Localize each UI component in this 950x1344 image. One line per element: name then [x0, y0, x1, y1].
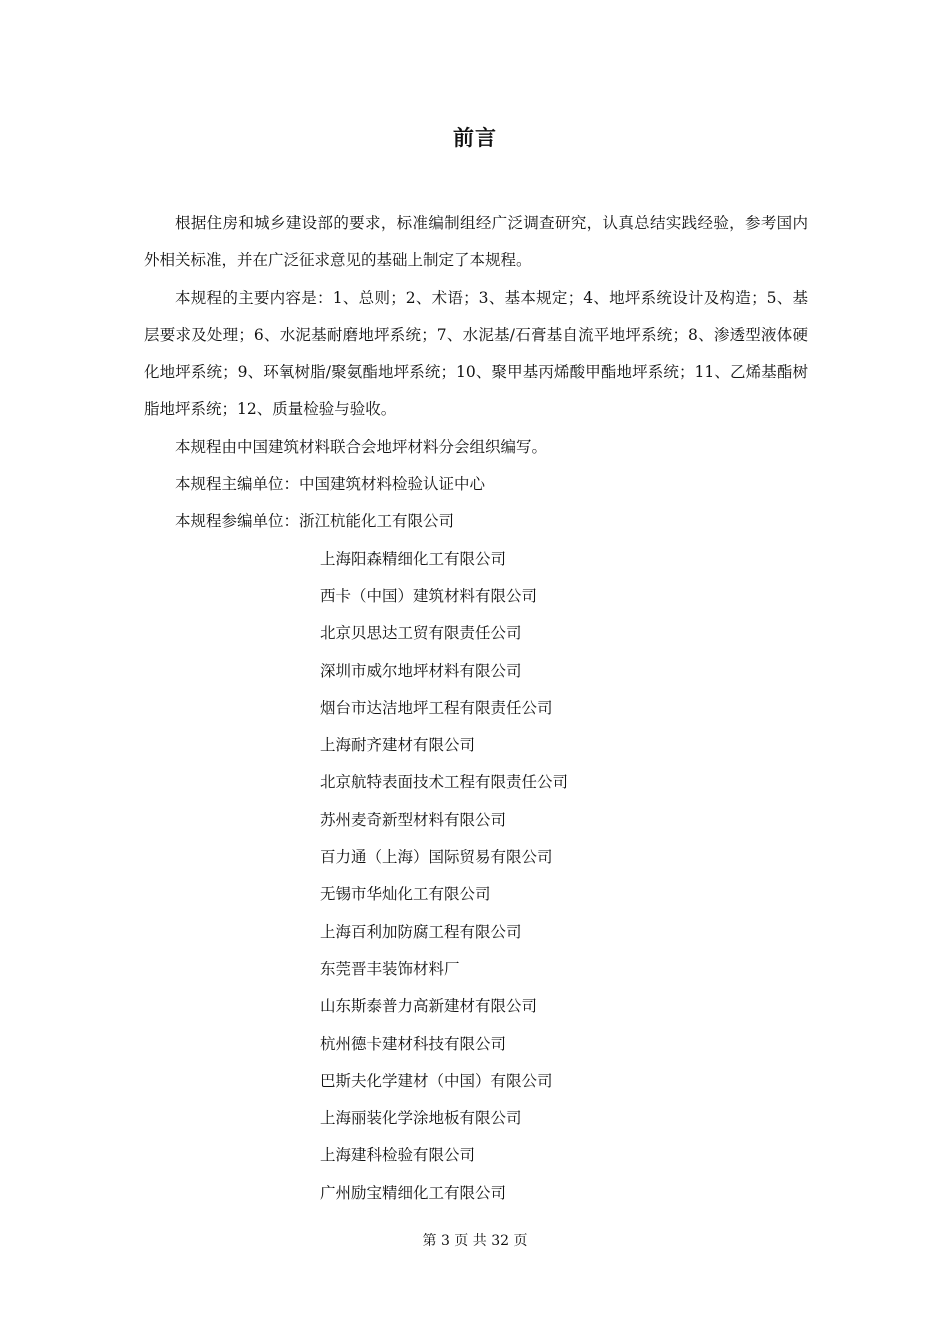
participating-unit-item: 上海丽装化学涂地板有限公司	[320, 1109, 522, 1128]
chief-unit-line	[144, 466, 808, 503]
participating-unit-item: 上海建科检验有限公司	[320, 1146, 476, 1165]
participating-units-list	[144, 541, 808, 1212]
participating-unit-item: 东莞晋丰装饰材料厂	[320, 959, 460, 978]
organizer-paragraph: 本规程由中国建筑材料联合会地坪材料分会组织编写。	[175, 437, 548, 456]
chief-unit-name: 中国建筑材料检验认证中心	[299, 475, 486, 494]
participating-unit-item: 杭州德卡建材科技有限公司	[320, 1034, 507, 1053]
participating-unit-item: 广州励宝精细化工有限公司	[320, 1183, 507, 1202]
participating-unit-item: 北京贝思达工贸有限责任公司	[320, 624, 522, 643]
intro-paragraph: 根据住房和城乡建设部的要求，标准编制组经广泛调查研究，认真总结实践经验，参考国内外相关标准，并在广泛征求意见的基础上制定了本规程。	[144, 214, 808, 270]
document-body	[144, 205, 808, 1212]
participating-unit-item: 西卡（中国）建筑材料有限公司	[320, 586, 538, 605]
participating-unit-item: 山东斯泰普力高新建材有限公司	[320, 997, 538, 1016]
participating-unit-item: 百力通（上海）国际贸易有限公司	[320, 848, 553, 867]
participating-unit-item: 上海耐齐建材有限公司	[320, 736, 476, 755]
participating-unit-item: 烟台市达洁地坪工程有限责任公司	[320, 698, 553, 717]
chief-unit-label: 本规程主编单位：	[175, 475, 300, 494]
participating-unit-item: 深圳市威尔地坪材料有限公司	[320, 661, 522, 680]
page-footer: 第 3 页 共 32 页	[422, 1233, 528, 1249]
participating-unit-first: 浙江杭能化工有限公司	[299, 512, 455, 531]
participating-unit-item: 上海百利加防腐工程有限公司	[320, 922, 522, 941]
participating-unit-item: 巴斯夫化学建材（中国）有限公司	[320, 1071, 553, 1090]
participating-unit-line	[144, 503, 808, 540]
contents-paragraph: 本规程的主要内容是：1、总则；2、术语；3、基本规定；4、地坪系统设计及构造；5、基层要求及处理；6、水泥基耐磨地坪系统；7、水泥基/石膏基自流平地坪系统；8、渗透型液体硬化地坪系统；9、环氧树脂/聚氨酯地坪系统；10、聚甲基丙烯酸甲酯地坪系统；11、乙烯基酯树脂地坪系统；12、质量检验与验收。	[144, 288, 808, 419]
participating-unit-label: 本规程参编单位：	[175, 512, 300, 531]
page-title: 前言	[453, 126, 497, 150]
participating-unit-item: 苏州麦奇新型材料有限公司	[320, 810, 507, 829]
participating-unit-item: 北京航特表面技术工程有限责任公司	[320, 773, 569, 792]
participating-unit-item: 上海阳森精细化工有限公司	[320, 549, 507, 568]
participating-unit-item: 无锡市华灿化工有限公司	[320, 885, 491, 904]
